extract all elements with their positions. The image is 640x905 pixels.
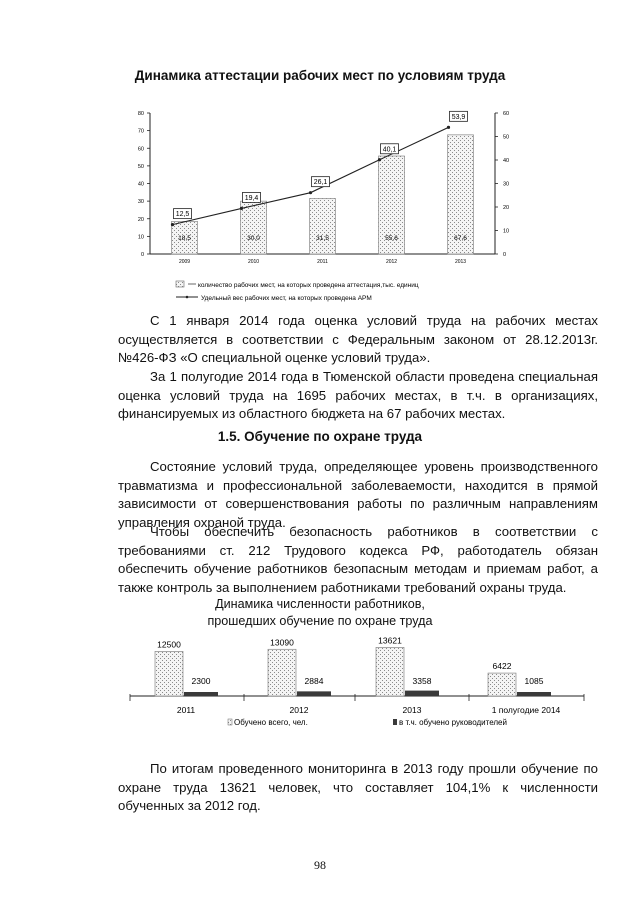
paragraph-2: За 1 полугодие 2014 года в Тюменской области проведена специальная оценка условий труда на 1695 рабочих местах, в т.ч. в организациях, финансируемых из областного бюджета на 67 рабочих местах. (118, 369, 598, 421)
x-tick-label: 2013 (402, 705, 422, 715)
legend-bar-swatch (176, 281, 184, 287)
x-tick-label: 2013 (454, 259, 467, 265)
bar-data-label: 18,5 (178, 235, 191, 242)
legend2-total-swatch (228, 719, 232, 725)
line-point (447, 126, 450, 129)
x-tick-label: 2009 (178, 259, 191, 265)
line-data-label: 12,5 (175, 211, 190, 219)
legend2-managers-label: в т.ч. обучено руководителей (399, 718, 507, 727)
chart2-axis (130, 694, 584, 715)
bar-data-label: 55,6 (385, 235, 398, 242)
chart2 (0, 630, 640, 740)
paragraph-4: Чтобы обеспечить безопасность работников в соответствии с требованиями ст. 212 Трудового кодекса РФ, работодатель обязан обеспечить обучение работников безопасным методам и приемам работ, а также контроль за выполнением работниками требований охраны труда. (118, 524, 598, 595)
left-tick-label: 30 (137, 199, 144, 206)
section-heading: 1.5. Обучение по охране труда (217, 429, 423, 444)
line-data-label: 19,4 (244, 194, 259, 202)
paragraph-5: По итогам проведенного мониторинга в 2013 году прошли обучение по охране труда 13621 человек, что составляет 104,1% к численности обученных за 2012 год. (118, 761, 598, 813)
x-tick-label: 2012 (289, 705, 309, 715)
chart2-legend (228, 718, 507, 727)
x-tick-label: 2010 (247, 259, 260, 265)
chart2-title-line2: прошедших обучение по охране труда (207, 614, 433, 628)
line-point (240, 207, 243, 210)
chart1 (0, 0, 640, 310)
right-tick-label: 40 (503, 158, 510, 164)
left-tick-label: 50 (137, 163, 144, 170)
bar-total-label: 12500 (157, 639, 181, 650)
legend-line-label: Удельный вес рабочих мест, на которых проведена АРМ (201, 295, 372, 302)
left-tick-label: 40 (137, 181, 144, 188)
legend-bar-label: количество рабочих мест, на которых проведена аттестация,тыс. единиц (198, 282, 419, 289)
bar-data-label: 31,5 (316, 235, 329, 242)
paragraph-3: Состояние условий труда, определяющее уровень производственного травматизма и профессиональной заболеваемости, находится в прямой зависимости от совершенствования работы по различным направлениям управления охраной труда. (118, 459, 598, 530)
left-tick-label: 60 (137, 146, 144, 153)
left-tick-label: 20 (137, 216, 144, 223)
line-data-label: 40,1 (382, 146, 397, 154)
paragraph-1: С 1 января 2014 года оценка условий труда на рабочих местах осуществляется в соответствии с Федеральным законом от 28.12.2013г. №426-ФЗ «О специальной оценке условий труда». (118, 313, 598, 365)
page-number: 98 (314, 858, 326, 872)
right-tick-label: 60 (503, 111, 510, 117)
bar-managers (405, 691, 439, 696)
left-tick-label: 10 (137, 234, 144, 241)
bar-managers-label: 1085 (524, 676, 544, 686)
chart2-title (0, 596, 640, 630)
legend2-managers-swatch (393, 719, 397, 725)
bar-managers-label: 2884 (304, 676, 324, 686)
line-point (309, 191, 312, 194)
chart1-legend (176, 281, 419, 302)
chart2-title-line1: Динамика численности работников, (215, 597, 425, 611)
legend-line-marker (186, 296, 189, 299)
bar-total (376, 647, 404, 696)
chart1-title: Динамика аттестации рабочих мест по условиям труда (134, 68, 506, 83)
line-point (378, 158, 381, 161)
right-tick-label: 0 (503, 252, 507, 258)
x-tick-label: 2011 (317, 259, 328, 265)
bar-data-label: 30,0 (247, 235, 260, 242)
bar-total (268, 649, 296, 696)
chart1-bars (172, 135, 474, 254)
line-data-label: 53,9 (451, 113, 466, 121)
line-data-label: 26,1 (313, 179, 328, 187)
bar-total-label: 13090 (270, 637, 294, 648)
x-tick-label: 2011 (176, 705, 196, 715)
bar-managers-label: 2300 (191, 676, 211, 686)
bar-total (155, 651, 183, 696)
x-tick-label: 1 полугодие 2014 (491, 705, 561, 715)
x-tick-label: 2012 (385, 259, 398, 265)
bar-managers (297, 691, 331, 696)
left-tick-label: 80 (137, 111, 144, 117)
left-tick-label: 0 (140, 252, 144, 258)
right-tick-label: 30 (503, 181, 510, 188)
bar-total-label: 6422 (492, 661, 512, 672)
bar (241, 201, 267, 254)
bar-total (488, 673, 516, 696)
right-tick-label: 20 (503, 205, 510, 211)
left-tick-label: 70 (137, 128, 144, 135)
bar-total-label: 13621 (378, 635, 402, 646)
bar-managers (184, 692, 218, 696)
bar-managers-label: 3358 (412, 676, 432, 686)
right-tick-label: 50 (503, 134, 510, 141)
bar-managers (517, 692, 551, 696)
bar (310, 198, 336, 254)
right-tick-label: 10 (503, 228, 510, 235)
line-point (171, 223, 174, 226)
legend2-total-label: Обучено всего, чел. (234, 718, 308, 727)
chart2-bars (155, 635, 551, 696)
bar-data-label: 67,6 (454, 235, 467, 242)
